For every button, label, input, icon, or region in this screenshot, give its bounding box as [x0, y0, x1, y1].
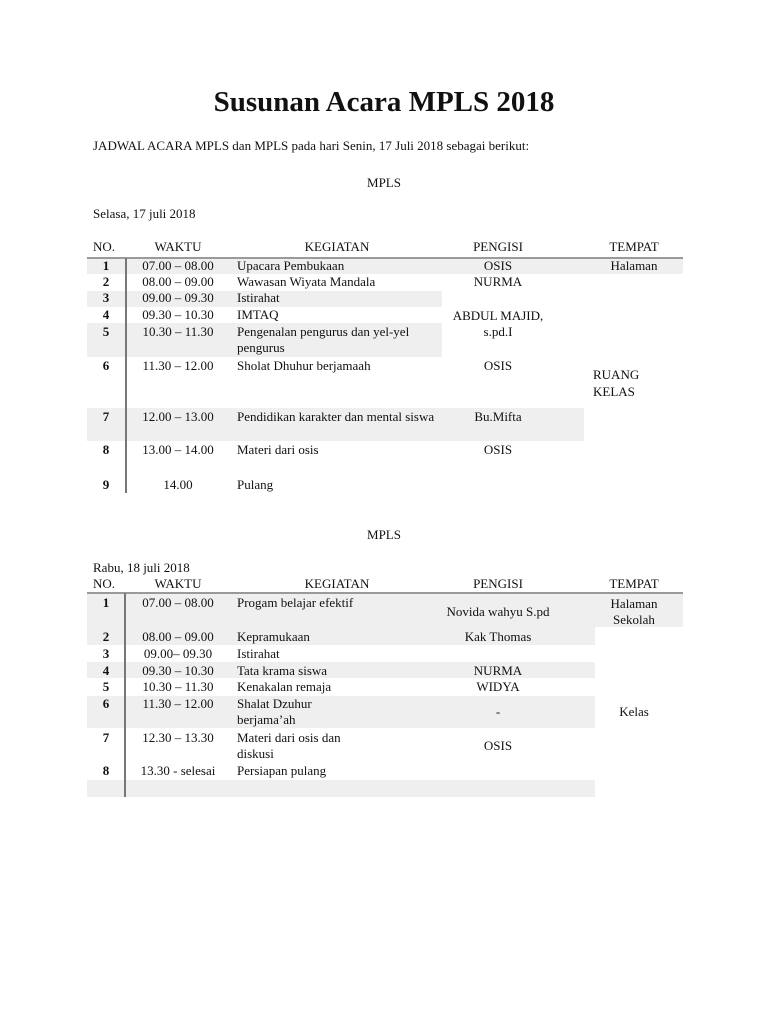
row-kegiatan: Istirahat	[237, 646, 280, 661]
row-kegiatan: Materi dari osis dan diskusi	[237, 730, 341, 761]
row-no: 2	[102, 629, 110, 644]
row-waktu: 13.00 – 14.00	[142, 442, 214, 457]
page-title: Susunan Acara MPLS 2018	[213, 86, 555, 118]
row-kegiatan: Persiapan pulang	[237, 763, 327, 778]
row-kegiatan: Pendidikan karakter dan mental siswa	[237, 409, 435, 424]
row-waktu: 13.30 - selesai	[140, 763, 216, 778]
row-no: 2	[102, 274, 110, 289]
row-no: 4	[102, 307, 110, 322]
row-no: 6	[102, 696, 110, 711]
row-kegiatan: Upacara Pembukaan	[237, 258, 345, 273]
row-waktu: 09.30 – 10.30	[142, 307, 214, 322]
row-no: 3	[102, 646, 110, 661]
tempat-cell: Halaman Sekolah	[610, 596, 658, 627]
section-label-2: MPLS	[367, 527, 401, 542]
header-waktu: WAKTU	[154, 239, 202, 254]
header-pengisi: PENGISI	[473, 576, 523, 591]
row-waktu: 09.00 – 09.30	[142, 290, 214, 305]
pengisi-cell: WIDYA	[476, 679, 520, 694]
row-kegiatan: Sholat Dhuhur berjamaah	[237, 358, 371, 373]
header-tempat: TEMPAT	[609, 239, 659, 254]
row-kegiatan: Pulang	[237, 477, 274, 492]
row-kegiatan: Pengenalan pengurus dan yel-yel pengurus	[237, 324, 410, 355]
row-no: 3	[102, 290, 110, 305]
pengisi-cell: OSIS	[483, 738, 513, 753]
row-no: 7	[102, 409, 110, 424]
row-waktu: 11.30 – 12.00	[142, 358, 214, 373]
pengisi-cell: Bu.Mifta	[474, 409, 522, 424]
row-waktu: 14.00	[163, 477, 193, 492]
tempat-cell: Kelas	[619, 704, 649, 719]
row-waktu: 08.00 – 09.00	[142, 629, 214, 644]
row-kegiatan: Progam belajar efektif	[237, 595, 354, 610]
row-no: 4	[102, 663, 110, 678]
row-waktu: 07.00 – 08.00	[142, 595, 214, 610]
row-kegiatan: Kepramukaan	[237, 629, 310, 644]
pengisi-cell: Kak Thomas	[464, 629, 532, 644]
row-kegiatan: Tata krama siswa	[237, 663, 328, 678]
tempat-cell: RUANG	[593, 367, 640, 382]
pengisi-cell: OSIS	[483, 358, 513, 373]
intro-text: JADWAL ACARA MPLS dan MPLS pada hari Senin, 17 Juli 2018 sebagai berikut:	[93, 138, 530, 153]
pengisi-cell: Novida wahyu S.pd	[446, 604, 550, 619]
row-no: 5	[102, 679, 110, 694]
row-waktu: 07.00 – 08.00	[142, 258, 214, 273]
row-no: 1	[102, 258, 110, 273]
row-no: 5	[102, 324, 110, 339]
row-waktu: 09.00– 09.30	[143, 646, 213, 661]
pengisi-cell: OSIS	[483, 258, 513, 273]
row-kegiatan: Istirahat	[237, 290, 280, 305]
row-kegiatan: Wawasan Wiyata Mandala	[237, 274, 376, 289]
header-kegiatan: KEGIATAN	[304, 239, 370, 254]
row-waktu: 12.00 – 13.00	[142, 409, 214, 424]
row-waktu: 11.30 – 12.00	[142, 696, 214, 711]
row-no: 1	[102, 595, 110, 610]
row-kegiatan: Materi dari osis	[237, 442, 319, 457]
row-waktu: 10.30 – 11.30	[142, 324, 214, 339]
row-waktu: 09.30 – 10.30	[142, 663, 214, 678]
row-kegiatan: IMTAQ	[237, 307, 279, 322]
date-1: Selasa, 17 juli 2018	[93, 206, 196, 221]
header-kegiatan: KEGIATAN	[304, 576, 370, 591]
row-waktu: 08.00 – 09.00	[142, 274, 214, 289]
header-tempat: TEMPAT	[609, 576, 659, 591]
pengisi-cell: ABDUL MAJID,	[452, 308, 544, 323]
row-no: 6	[102, 358, 110, 373]
tempat-cell: KELAS	[593, 384, 635, 399]
section-label-1: MPLS	[367, 175, 401, 190]
row-no: 7	[102, 730, 110, 745]
tempat-cell: Halaman	[610, 258, 658, 273]
row-no: 8	[102, 442, 110, 457]
header-no: NO.	[93, 576, 116, 591]
row-no: 8	[102, 763, 110, 778]
row-waktu: 10.30 – 11.30	[142, 679, 214, 694]
pengisi-cell: OSIS	[483, 442, 513, 457]
header-waktu: WAKTU	[154, 576, 202, 591]
pengisi-cell: s.pd.I	[483, 324, 513, 339]
row-waktu: 12.30 – 13.30	[142, 730, 214, 745]
row-no: 9	[102, 477, 110, 492]
header-no: NO.	[93, 239, 116, 254]
row-kegiatan: Shalat Dzuhur berjama’ah	[237, 696, 312, 727]
pengisi-cell: NURMA	[473, 663, 523, 678]
pengisi-cell: NURMA	[473, 274, 523, 289]
row-kegiatan: Kenakalan remaja	[237, 679, 332, 694]
header-pengisi: PENGISI	[473, 239, 523, 254]
date-2: Rabu, 18 juli 2018	[93, 560, 190, 575]
pengisi-cell: -	[495, 704, 501, 719]
